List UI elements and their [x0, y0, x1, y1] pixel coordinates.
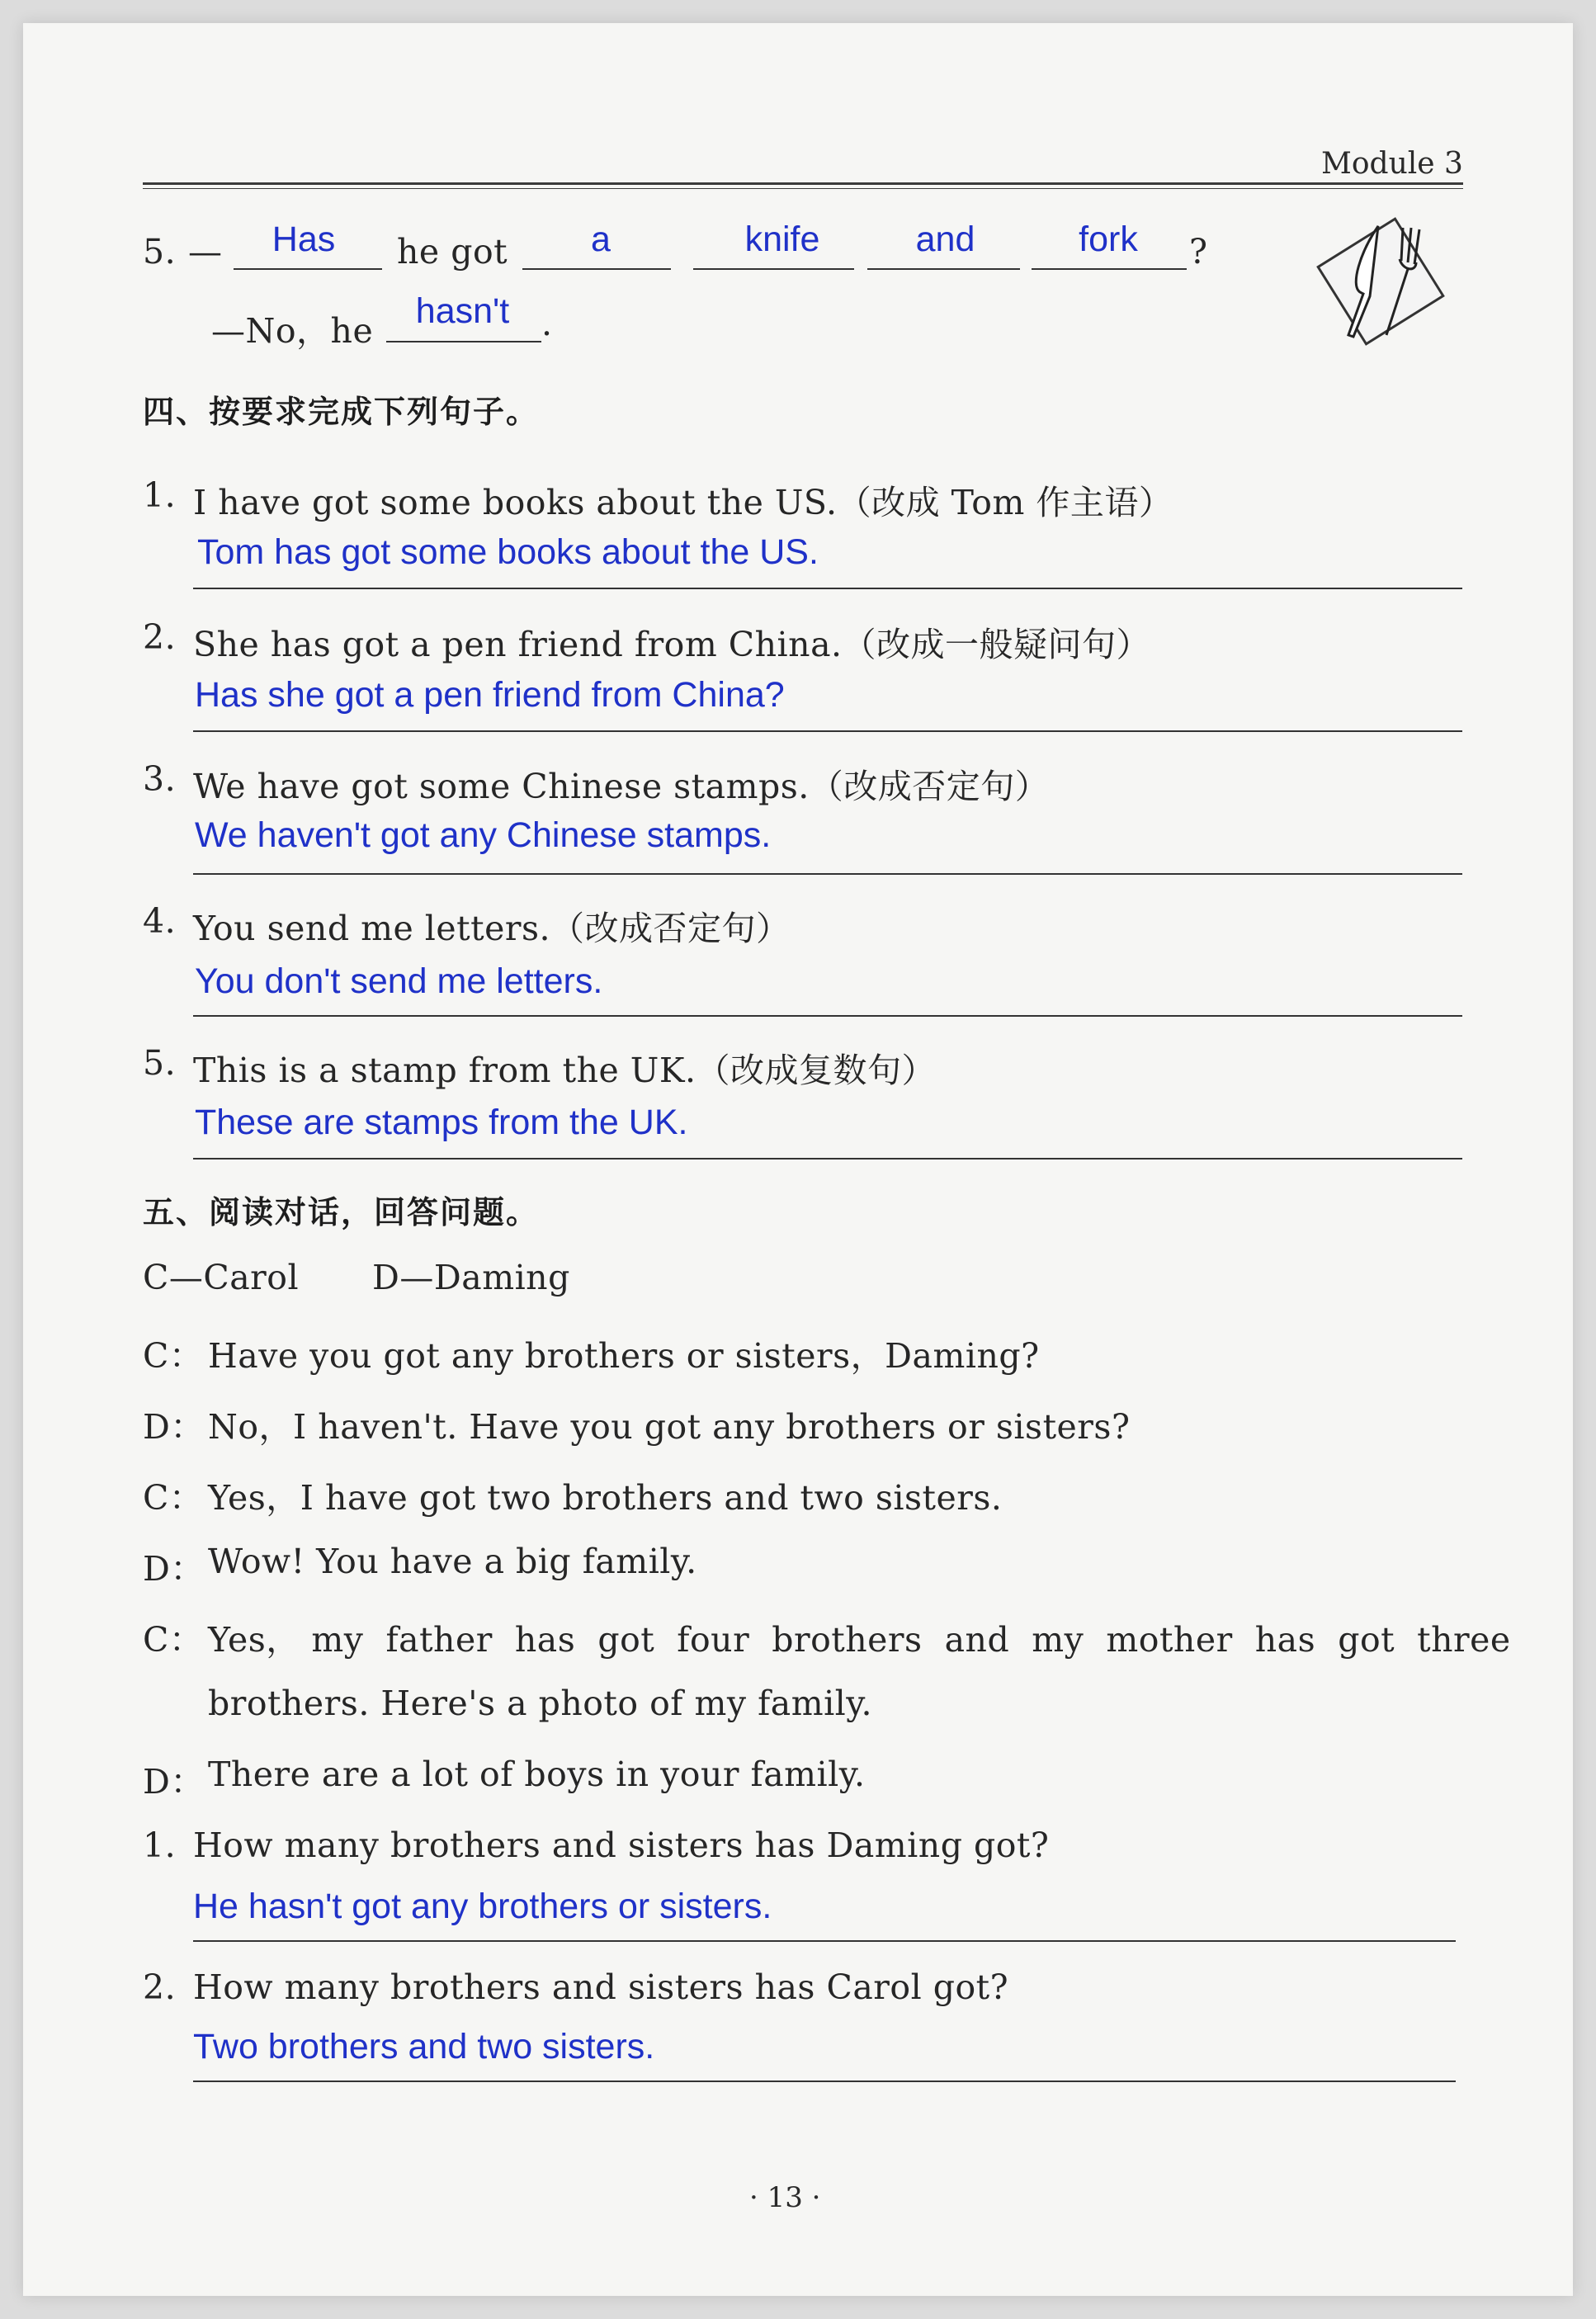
q5-number: 5.	[143, 232, 177, 272]
q5-mid: he got	[397, 232, 508, 272]
s4-item4-text: You send me letters.（改成否定句）	[193, 909, 791, 948]
q5-blank-3	[693, 268, 854, 270]
s4-item2-text: She has got a pen friend from China.（改成一般疑问句）	[193, 625, 1151, 664]
dialogue-speaker: D：	[143, 1549, 205, 1589]
q5-question-mark: ?	[1189, 232, 1208, 272]
dialogue-line: Wow! You have a big family.	[208, 1542, 697, 1581]
q5-line2-end: .	[541, 304, 553, 343]
dialogue-speaker: D：	[143, 1762, 205, 1802]
s5-q2-answer: Two brothers and two sisters.	[193, 2027, 655, 2066]
role-carol: C—Carol	[143, 1258, 300, 1297]
q5-blank-5	[1032, 268, 1187, 270]
s4-item3-line	[193, 873, 1462, 875]
q5-answer-fork: fork	[1079, 220, 1138, 259]
dialogue-line: There are a lot of boys in your family.	[208, 1755, 866, 1794]
s4-item3-number: 3.	[143, 759, 177, 799]
q5-answer-has: Has	[272, 220, 336, 259]
q5-blank-6	[386, 341, 541, 342]
q5-dash: —	[188, 232, 223, 272]
role-daming: D—Daming	[372, 1258, 570, 1297]
s4-item2-answer: Has she got a pen friend from China?	[195, 675, 785, 715]
dialogue-speaker: D：	[143, 1407, 205, 1447]
dialogue-line: No，I haven't. Have you got any brothers or sisters?	[208, 1407, 1131, 1447]
worksheet-page	[23, 23, 1573, 2296]
s5-q1-line	[193, 1940, 1456, 1942]
q5-answer-knife: knife	[744, 220, 820, 259]
s4-item1-text: I have got some books about the US.（改成 Tom 作主语）	[193, 483, 1173, 522]
dialogue-line: Yes， my father has got four brothers and my mother has got three	[208, 1620, 1511, 1660]
dialogue-line: Have you got any brothers or sisters，Daming?	[208, 1336, 1040, 1376]
s4-item5-text: This is a stamp from the UK.（改成复数句）	[193, 1051, 936, 1090]
dialogue-line: Yes，I have got two brothers and two sisters.	[208, 1478, 1003, 1518]
header-rule-bottom	[143, 188, 1463, 189]
dialogue-speaker: C：	[143, 1620, 204, 1660]
s4-item3-answer: We haven't got any Chinese stamps.	[195, 815, 772, 855]
section5-title: 五、阅读对话，回答问题。	[143, 1194, 540, 1230]
s4-item5-line	[193, 1158, 1462, 1160]
s4-item5-number: 5.	[143, 1043, 177, 1083]
q5-blank-2	[522, 268, 671, 270]
header-rule-top	[143, 182, 1463, 185]
s5-q2-line	[193, 2080, 1456, 2082]
s5-q1-number: 1.	[143, 1825, 177, 1865]
s4-item1-line	[193, 588, 1462, 589]
s4-item2-line	[193, 730, 1462, 732]
knife-and-fork-icon	[1310, 211, 1451, 352]
q5-answer-and: and	[915, 220, 975, 259]
s5-q2-text: How many brothers and sisters has Carol got?	[193, 1967, 1009, 2007]
s5-q2-number: 2.	[143, 1967, 177, 2007]
dialogue-speaker: C：	[143, 1336, 204, 1376]
dialogue-line-continued: brothers. Here's a photo of my family.	[208, 1684, 873, 1723]
section4-title: 四、按要求完成下列句子。	[143, 394, 540, 430]
q5-line2-start: —No，he	[211, 311, 374, 351]
s4-item1-answer: Tom has got some books about the US.	[197, 532, 819, 572]
q5-blank-4	[867, 268, 1020, 270]
s4-item4-answer: You don't send me letters.	[195, 961, 603, 1001]
s4-item2-number: 2.	[143, 617, 177, 657]
s5-q1-answer: He hasn't got any brothers or sisters.	[193, 1887, 772, 1926]
q5-blank-1	[234, 268, 382, 270]
s4-item1-number: 1.	[143, 475, 177, 515]
dialogue-speaker: C：	[143, 1478, 204, 1518]
s4-item4-number: 4.	[143, 901, 177, 941]
s4-item4-line	[193, 1015, 1462, 1017]
s5-q1-text: How many brothers and sisters has Daming got?	[193, 1825, 1050, 1865]
page-number: · 13 ·	[749, 2181, 821, 2214]
q5-answer-hasnt: hasn't	[415, 291, 510, 331]
s4-item5-answer: These are stamps from the UK.	[195, 1103, 688, 1142]
s4-item3-text: We have got some Chinese stamps.（改成否定句）	[193, 767, 1050, 806]
q5-answer-a: a	[591, 220, 611, 259]
napkin-shape	[1318, 219, 1443, 344]
module-label: Module 3	[1321, 147, 1463, 181]
